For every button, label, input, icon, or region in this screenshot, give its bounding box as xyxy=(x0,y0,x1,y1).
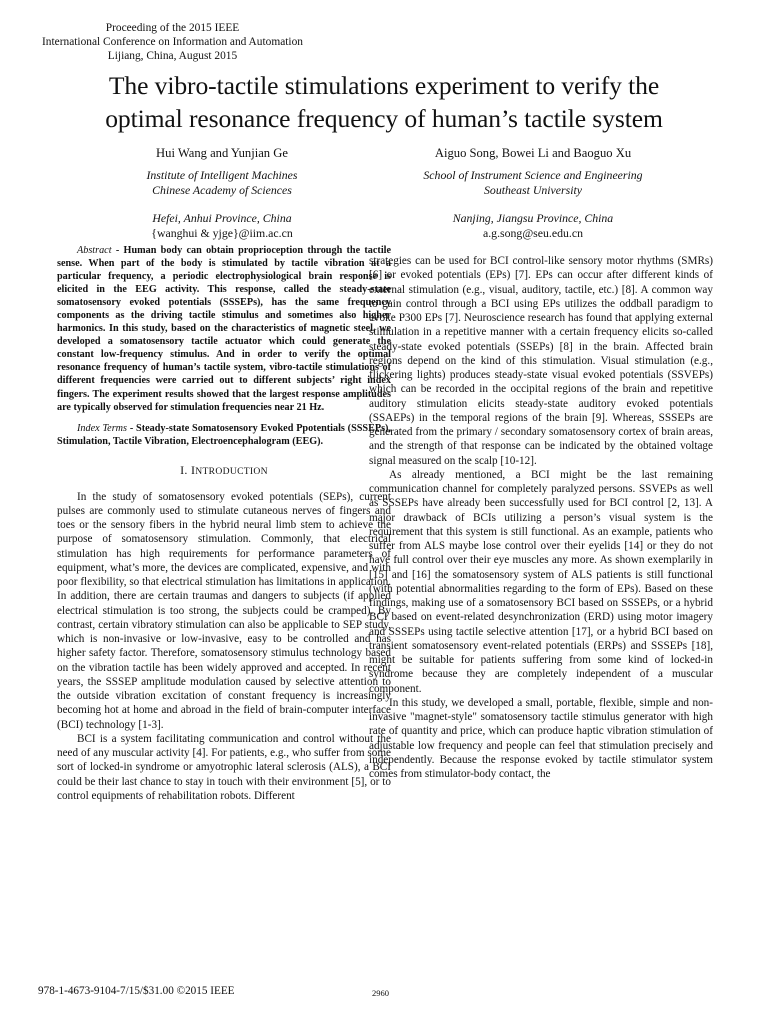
city-left: Hefei, Anhui Province, China xyxy=(152,211,292,225)
author-block-right xyxy=(363,146,703,241)
conference-line-3: Lijiang, China, August 2015 xyxy=(107,50,238,63)
page-number: 2960 xyxy=(372,988,389,998)
copyright-footer: 978-1-4673-9104-7/15/$31.00 ©2015 IEEE xyxy=(38,985,235,997)
affiliation-right-1: School of Instrument Science and Engineering xyxy=(423,168,643,182)
author-block-left xyxy=(52,146,392,241)
affiliation-right-2: Southeast University xyxy=(484,183,582,197)
conference-line-2: International Conference on Information and Automation xyxy=(42,36,303,49)
city-right: Nanjing, Jiangsu Province, China xyxy=(452,211,614,225)
email-left: {wanghui & yjge}@iim.ac.cn xyxy=(151,226,293,240)
intro-paragraph-1: In the study of somatosensory evoked potentials (SEPs), current pulses are commonly used to stimulate cutaneous nerves of fingers and toes or the sensory fibers in the hybrid neural limb stem to achieve the purpose of somatosensory stimulation. Commonly, that electrical stimulation has high requirements for performance parameters of equipment, what’s more, the devices are complicated, expensive, and with poor flexibility, so that electrical stimulation has limitations in application. In addition, there are certain traumas and dangers to subjects (if applied electrical stimulation is too strong, the subjects could be cramped). By contrast, certain vibratory stimulation can also be applicable to SEP study, which is non-invasive or low-invasive, easy to be controlled and has higher safety factor. Therefore, somatosensory stimulus technology based on the vibration tactile has been widely approved and accepted. In recent years, the SSSEP amplitude modulation caused by selective attention to the outside vibration excitation of constant frequency is increasingly becoming hot at home and abroad in the field of brain-computer interface (BCI) technology [1-3]. xyxy=(57,490,391,731)
paper-title-line-1: The vibro-tactile stimulations experiment to verify the xyxy=(108,71,660,100)
author-names-left: Hui Wang and Yunjian Ge xyxy=(156,146,288,160)
abstract xyxy=(57,244,391,414)
right-paragraph-2: As already mentioned, a BCI might be the last remaining communication channel for completely paralyzed persons. SSVEPs as well as SSSEPs have already been successfully used for BCI control [2, 13]. A major drawback of BCIs utilizing a person’s visual system is the requirement that this system is still functional. As an example, patients who suffer from ALS maybe lose control over their eyelids [14] or they do not have full control over their eye muscles any more. As shown exemplarily in [15] and [16] the somatosensory system of ALS patients is still functional (with potential abnormalities regarding to the form of EPs). Based on these findings, making use of a somatosensory BCI based on SSSEPs, or a hybrid BCI based on event-related desynchronization (ERD) using motor imagery and SSSEPs using tactile selective attention [17], or a hybrid BCI based on transient somatosensory event-related potentials (ERPs) and SSSEPs [18], might be suitable for patients suffering from some kind of locked-in syndrome because they are completely independent of a muscular component. xyxy=(369,468,713,695)
section-heading-introduction xyxy=(57,463,391,478)
conference-header xyxy=(20,21,325,64)
index-terms xyxy=(57,422,391,448)
intro-paragraph-2: BCI is a system facilitating communication and control without the need of any muscular activity [4]. For patients, e.g., who suffer from some sort of locked-in syndrome or amyotrophic lateral sclerosis (ALS), a BCI could be their last chance to stay in touch with their environment [5], or to control equipments of rehabilitation robots. Different xyxy=(57,732,391,802)
left-column xyxy=(57,244,391,803)
index-terms-text: - Steady-state Somatosensory Evoked Ppotentials (SSSEPs), Stimulation, Tactile Vibration, Electroencephalogram (EEG). xyxy=(57,422,391,447)
affiliation-left-1: Institute of Intelligent Machines xyxy=(146,168,298,182)
index-terms-label: Index Terms xyxy=(77,422,127,434)
conference-line-1: Proceeding of the 2015 IEEE xyxy=(105,22,240,34)
section-numeral: I. xyxy=(180,462,191,477)
right-column xyxy=(369,254,713,781)
paper-title-line-2: optimal resonance frequency of human’s tactile system xyxy=(105,104,663,133)
abstract-label: Abstract xyxy=(77,245,112,256)
right-paragraph-3: In this study, we developed a small, portable, flexible, simple and non-invasive "magnet-style" somatosensory tactile stimulus generator with high rate of quantity and price, which can produce haptic vibration stimulation of adjustable low frequency and people can feel that stimulation precisely and independently. Because the response evoked by tactile stimulator system comes from stimulator-body contact, the xyxy=(369,696,713,780)
section-first-letter: I xyxy=(191,462,196,477)
affiliation-left-2: Chinese Academy of Sciences xyxy=(152,183,292,197)
abstract-text: - Human body can obtain proprioception through the tactile sense. When part of the body is stimulated by tactile vibration at a particular frequency, a periodic electrophysiological brain response is elicited in the EEG activity. This response, called the steady-state somatosensory evoked potentials (SSSEPs), has the same frequency components as the driving tactile stimulus and sometimes also higher harmonics. In this study, based on the characteristics of magnetic steel, we developed a somatosensory tactile actuator which could generate the constant low-frequency stimulus. And in order to verify the optimal resonance frequency of human’s tactile system, vibro-tactile stimulations of different frequencies were carried out to different subjects’ right index fingers. The experiment results showed that the largest response amplitudes are typically observed for stimulation frequencies near 21 Hz. xyxy=(57,245,391,413)
email-right: a.g.song@seu.edu.cn xyxy=(483,226,583,240)
right-paragraph-1: strategies can be used for BCI control-like sensory motor rhythms (SMRs) [6] or evoked potentials (EPs) [7]. EPs can occur after different kinds of external stimulation (e.g., visual, auditory, tactile, etc.) [8]. A common way to gain control through a BCI using EPs utilizes the oddball paradigm to evoke P300 EPs [7]. Neuroscience research has found that applying external stimulation in a repetitive manner with a certain frequency elicits so-called steady-state evoked potentials (SSEPs) [8] in the brain. Affected brain regions depend on the kind of this stimulation. Visual stimulation (e.g., flickering lights) produces steady-state visual evoked potentials (SSVEPs) which can be recorded in the occipital regions of the brain and repetitive auditory stimulation elicits steady-state auditory evoked potentials (SSAEPs) in the temporal regions of the brain [9]. Whereas, SSSEPs are generated from the primary / secondary somatosensory cortex of brain areas, and the strength of that response can be indicated by the obtained voltage signal measured on the scalp [10-12]. xyxy=(369,255,713,467)
section-title-rest: NTRODUCTION xyxy=(195,465,268,477)
author-names-right: Aiguo Song, Bowei Li and Baoguo Xu xyxy=(434,146,632,160)
paper-title xyxy=(20,69,748,135)
